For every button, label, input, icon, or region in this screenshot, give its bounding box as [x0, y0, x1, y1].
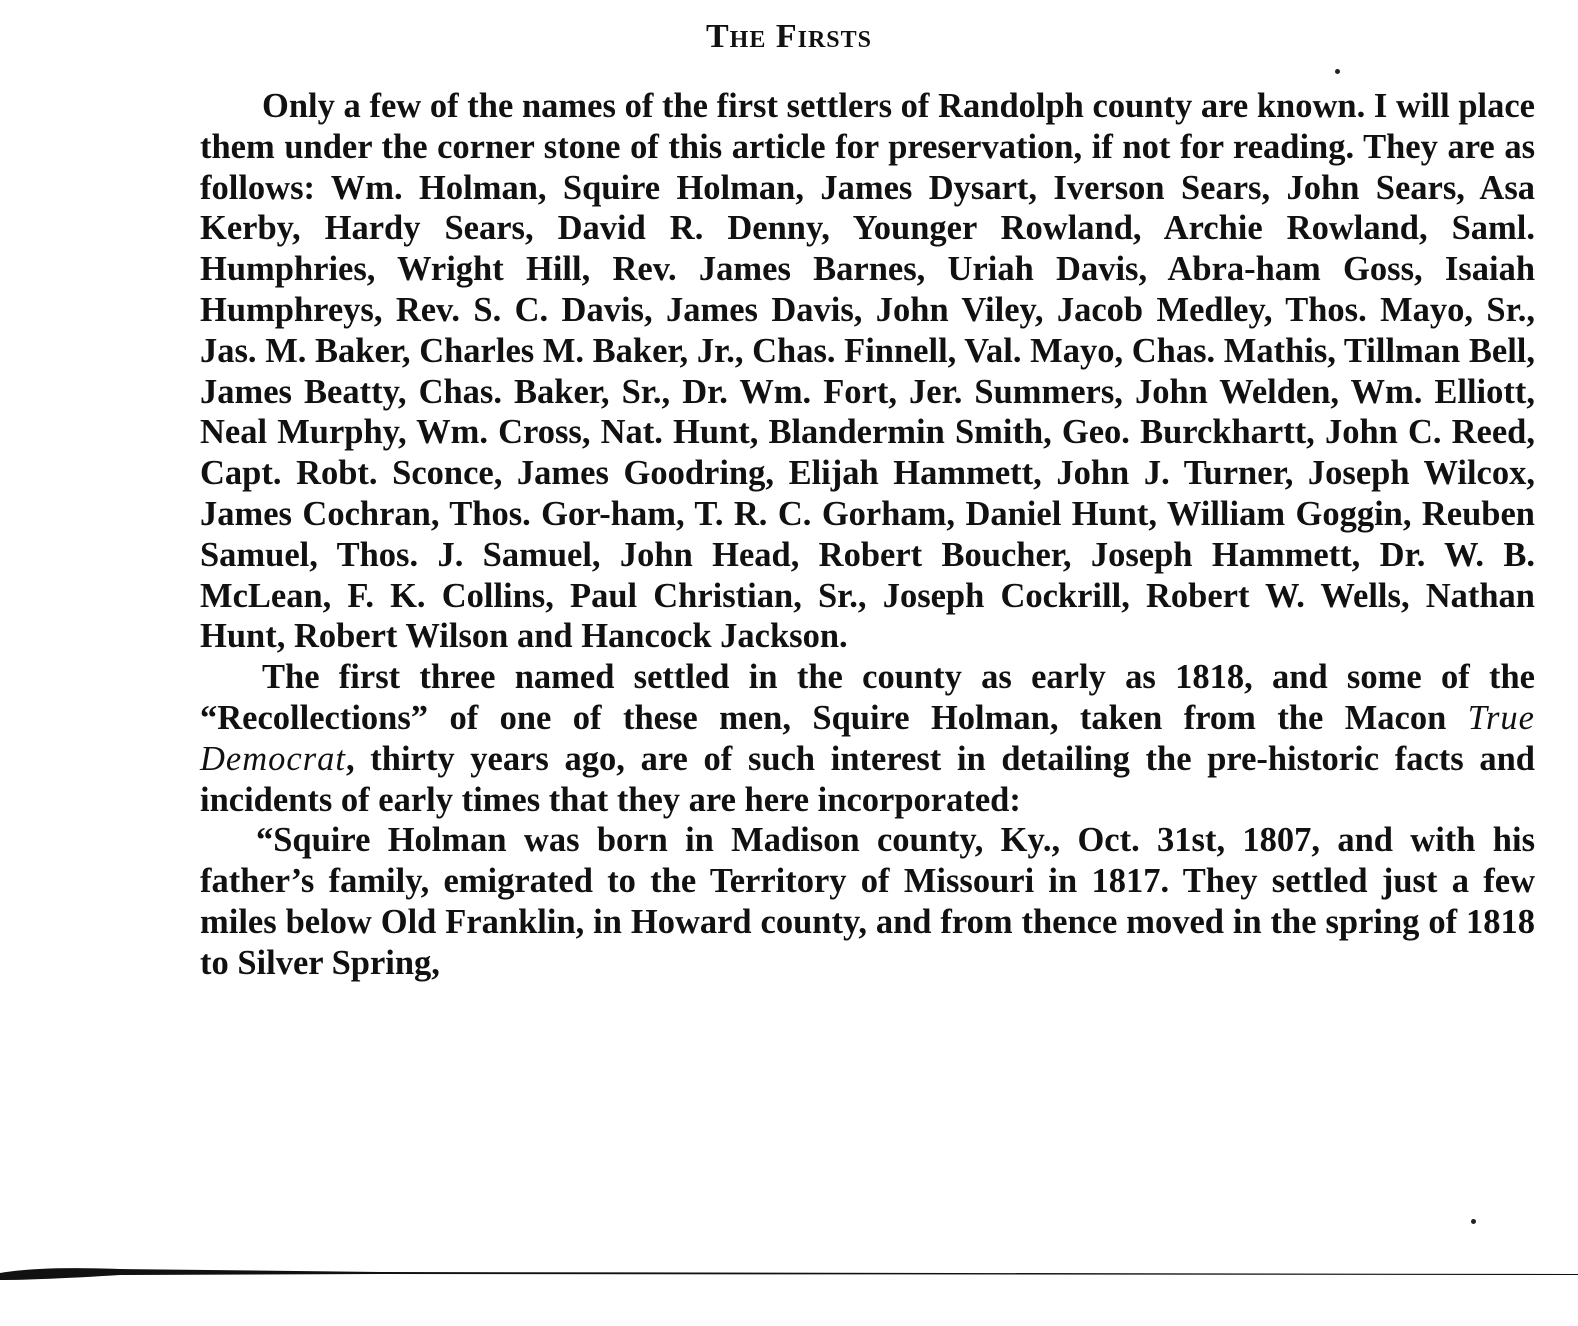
- page-title: The Firsts: [706, 18, 872, 55]
- paragraph-squire-holman: “Squire Holman was born in Madison county, Ky., Oct. 31st, 1807, and with his father’s family, emigrated to the Territory of Missouri in 1817. They settled just a few miles below Old Franklin, in Howard county, and from thence moved in the spring of 1818 to Silver Spring,: [200, 821, 1535, 982]
- newspaper-title: True Democrat: [200, 698, 1535, 778]
- speck-mark: [1471, 1219, 1476, 1224]
- paragraph-text: , thirty years ago, are of such interest in detailing the pre-historic facts and incidents of early times that they are here incorporated:: [200, 739, 1535, 819]
- article-body: [200, 86, 1535, 984]
- page-edge-rule: [0, 1264, 1578, 1282]
- speck-mark: [1335, 69, 1340, 74]
- paragraph-recollections-intro: [200, 657, 1535, 820]
- paragraph-settlers-list: Only a few of the names of the first settlers of Randolph county are known. I will place them under the corner stone of this article for preservation, if not for reading. They are as follows: Wm. Holman, Squire Holman, James Dysart, Iverson Sears, John Sears, Asa Kerby, Hardy Sears, David R. Denny, Younger Rowland, Archie Rowland, Saml. Humphries, Wright Hill, Rev. James Barnes, Uriah Davis, Abra-ham Goss, Isaiah Humphreys, Rev. S. C. Davis, James Davis, John Viley, Jacob Medley, Thos. Mayo, Sr., Jas. M. Baker, Charles M. Baker, Jr., Chas. Finnell, Val. Mayo, Chas. Mathis, Tillman Bell, James Beatty, Chas. Baker, Sr., Dr. Wm. Fort, Jer. Summers, John Welden, Wm. Elliott, Neal Murphy, Wm. Cross, Nat. Hunt, Blandermin Smith, Geo. Burckhartt, John C. Reed, Capt. Robt. Sconce, James Goodring, Elijah Hammett, John J. Turner, Joseph Wilcox, James Cochran, Thos. Gor-ham, T. R. C. Gorham, Daniel Hunt, William Goggin, Reuben Samuel, Thos. J. Samuel, John Head, Robert Boucher, Joseph Hammett, Dr. W. B. McLean, F. K. Collins, Paul Christian, Sr., Joseph Cockrill, Robert W. Wells, Nathan Hunt, Robert Wilson and Hancock Jackson.: [200, 87, 1535, 656]
- paragraph-text: The first three named settled in the county as early as 1818, and some of the “Recollections” of one of these men, Squire Holman, taken from the Macon: [200, 658, 1535, 737]
